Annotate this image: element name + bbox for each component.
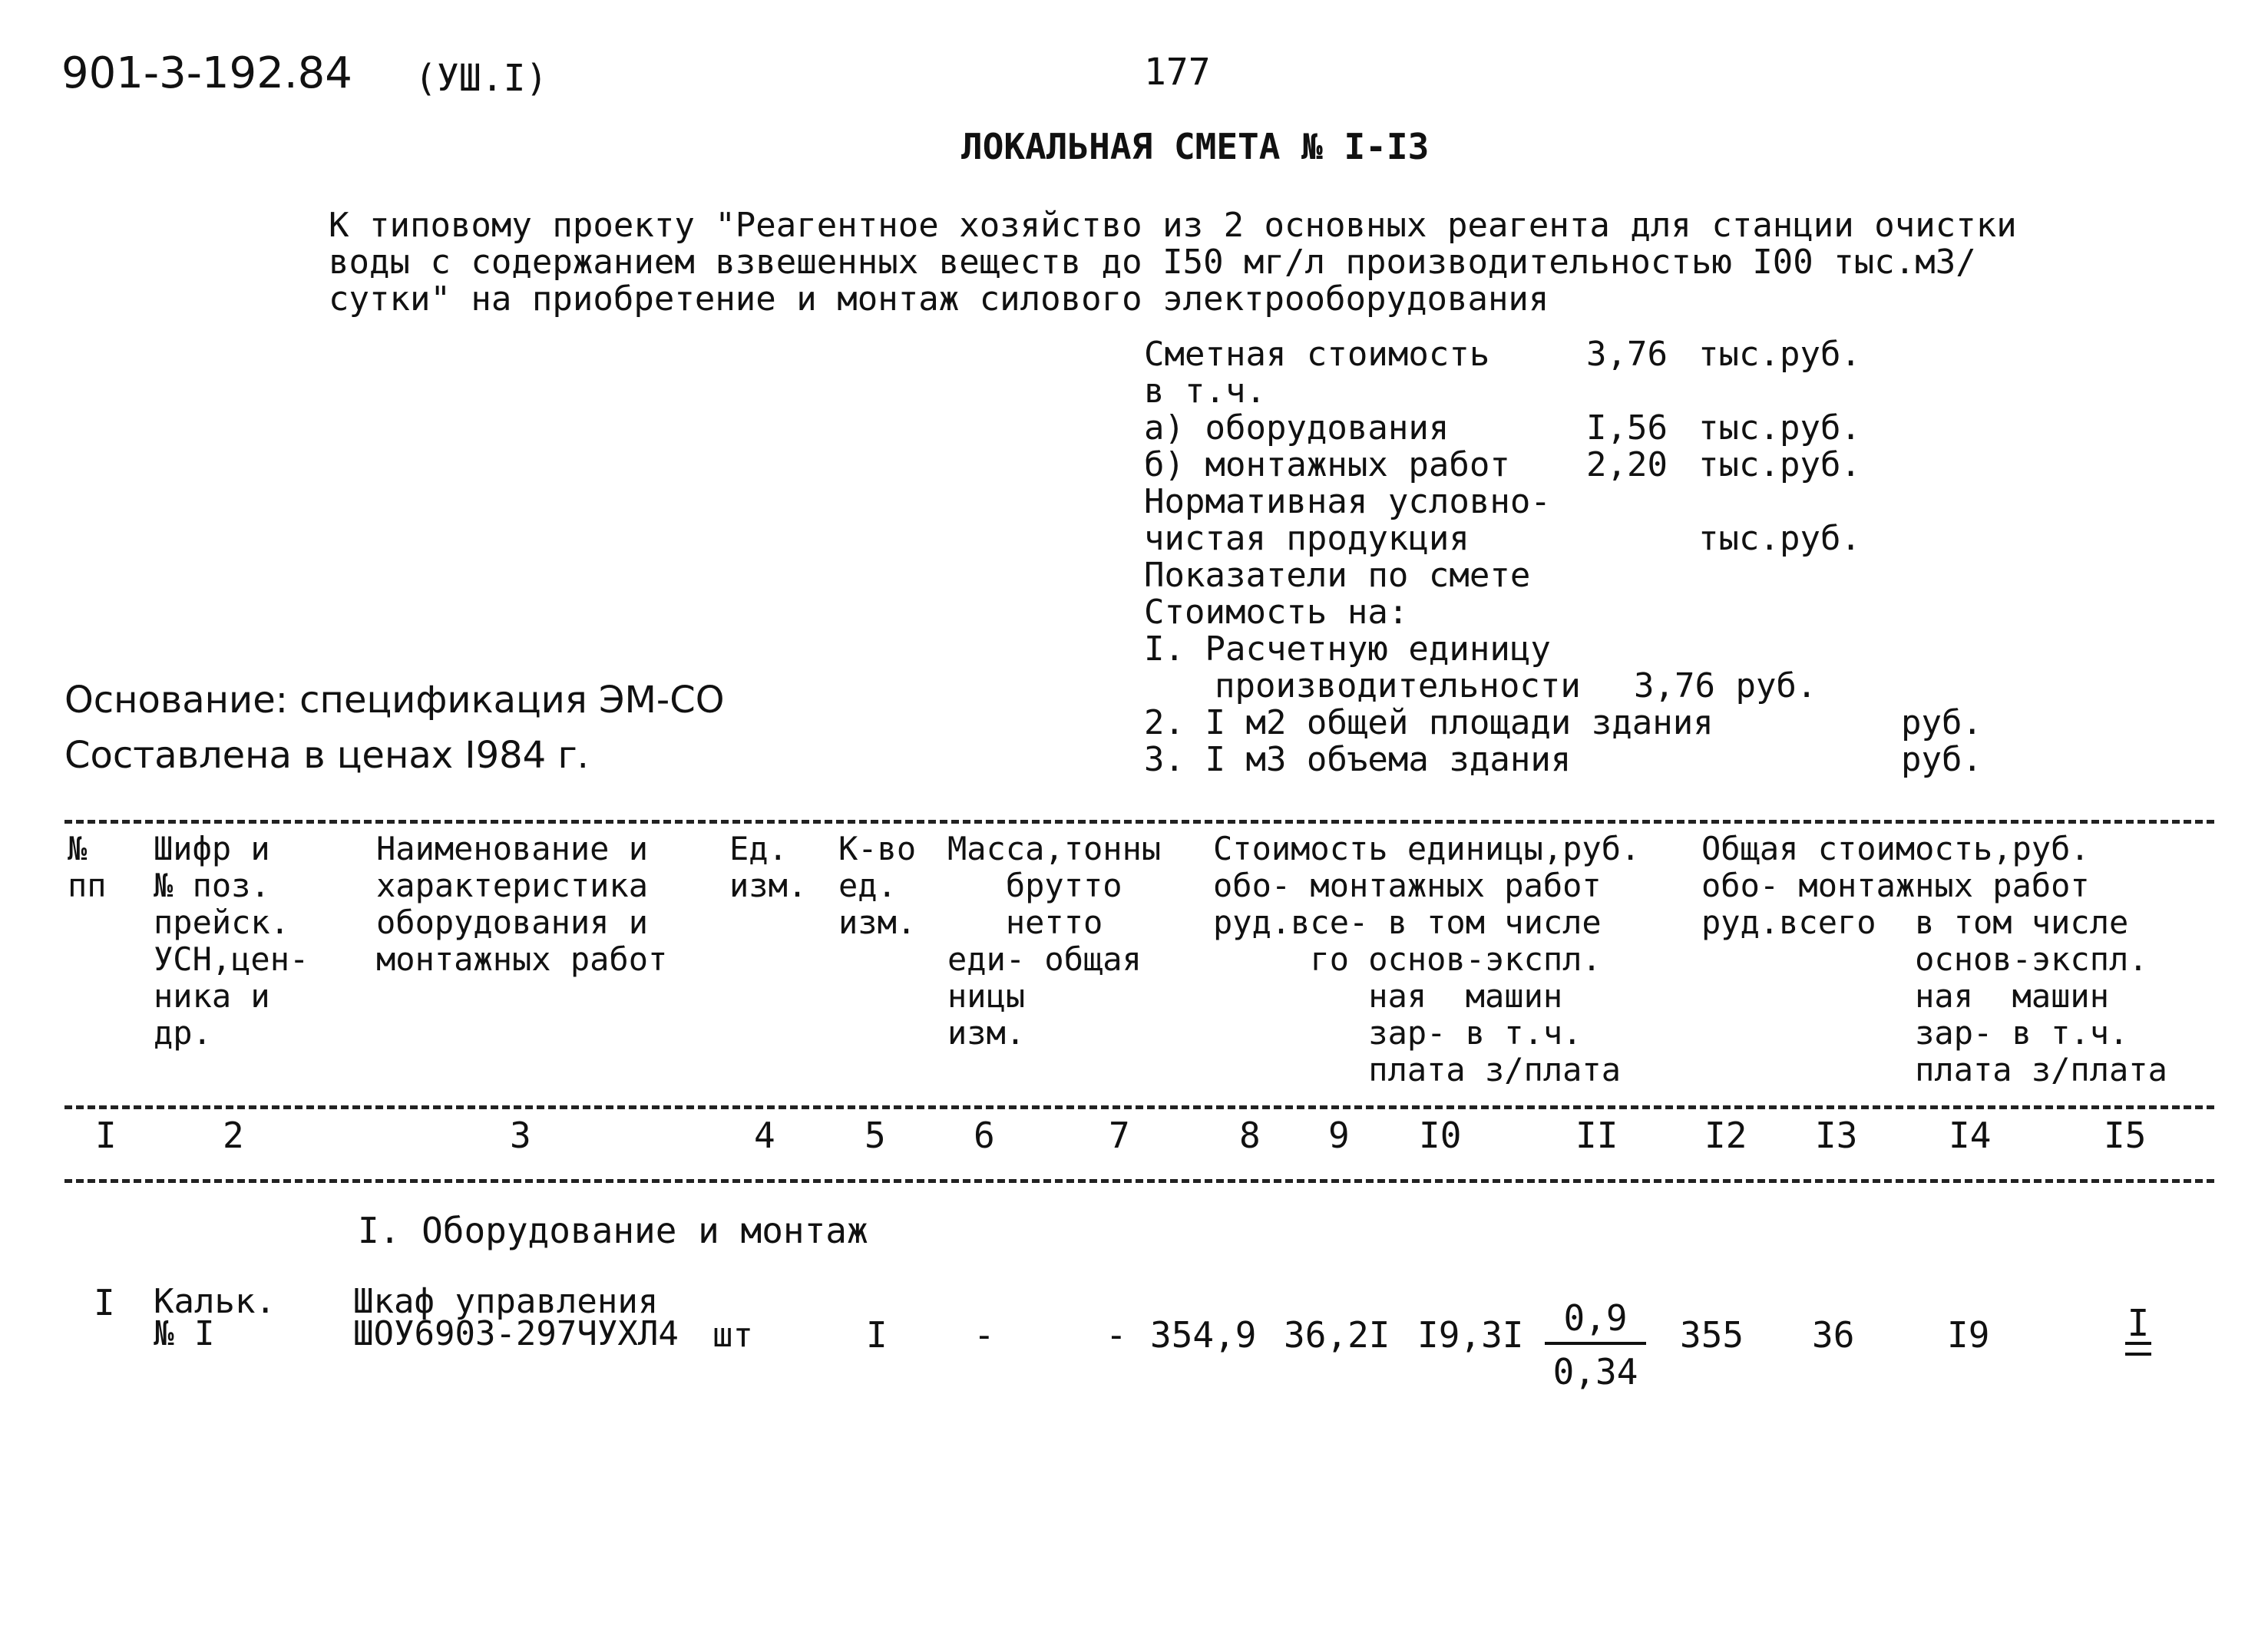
header-bottom-rule bbox=[64, 1105, 2214, 1109]
header-col-6-7: Масса,тонны брутто нетто еди- общая ницы изм. bbox=[947, 830, 1162, 1052]
row-machine-fraction bbox=[1545, 1297, 1646, 1392]
project-line-3: сутки" на приобретение и монтаж силового электрооборудования bbox=[329, 279, 1549, 319]
row-code-line-2: № I bbox=[154, 1314, 215, 1353]
header-col-1: № пп bbox=[68, 830, 107, 904]
row-total-machine-value: I bbox=[2125, 1305, 2151, 1345]
row-code-line-1: Кальк. bbox=[154, 1282, 276, 1321]
row-installation-unit-total: 36,2I bbox=[1284, 1314, 1390, 1356]
summary-cost-per-label: Стоимость на: bbox=[1144, 593, 1409, 632]
summary-item1-label-1: I. Расчетную единицу bbox=[1144, 629, 1551, 669]
header-col-8-11: Стоимость единицы,руб. обо- монтажных работ руд.все- в том числе го основ-экспл. ная машин зар- в т.ч. плата з/плата bbox=[1213, 830, 1641, 1089]
summary-cost-label: Сметная стоимость bbox=[1144, 335, 1490, 374]
row-total-machine bbox=[2125, 1302, 2151, 1356]
col-number-11: II bbox=[1575, 1115, 1618, 1156]
row-quantity: I bbox=[866, 1314, 888, 1356]
row-machine-value: 0,9 bbox=[1545, 1297, 1646, 1345]
summary-item3-unit: руб. bbox=[1901, 740, 1982, 779]
col-number-14: I4 bbox=[1949, 1115, 1992, 1156]
summary-equipment-label: а) оборудования bbox=[1144, 408, 1450, 448]
col-number-9: 9 bbox=[1328, 1115, 1350, 1156]
summary-cost-value: 3,76 bbox=[1586, 335, 1668, 374]
row-total-equipment: 355 bbox=[1680, 1314, 1744, 1356]
row-number: I bbox=[94, 1282, 115, 1323]
summary-normative-label-1: Нормативная условно- bbox=[1144, 482, 1551, 521]
summary-including: в т.ч. bbox=[1144, 372, 1266, 411]
col-number-4: 4 bbox=[754, 1115, 775, 1156]
col-number-15: I5 bbox=[2104, 1115, 2147, 1156]
row-mass-total: - bbox=[1106, 1314, 1127, 1356]
row-total-machine-underline bbox=[2125, 1353, 2151, 1356]
header-col-3: Наименование и характеристика оборудования и монтажных работ bbox=[376, 830, 668, 978]
summary-indicators-label: Показатели по смете bbox=[1144, 556, 1531, 595]
row-name-line-1: Шкаф управления bbox=[353, 1282, 659, 1321]
summary-item2-unit: руб. bbox=[1901, 703, 1982, 742]
row-total-base-salary: I9 bbox=[1947, 1314, 1990, 1356]
basis-line: Основание: спецификация ЭМ-СО bbox=[64, 679, 725, 722]
row-base-salary: I9,3I bbox=[1417, 1314, 1524, 1356]
summary-installation-label: б) монтажных работ bbox=[1144, 445, 1510, 484]
row-unit: шт bbox=[712, 1316, 753, 1355]
table-top-rule bbox=[64, 820, 2214, 824]
summary-item3-label: 3. I м3 объема здания bbox=[1144, 740, 1572, 779]
page-number: 177 bbox=[1144, 51, 1211, 94]
document-code: 901-3-192.84 bbox=[61, 48, 352, 98]
header-col-2: Шифр и № поз. прейск. УСН,цен- ника и др. bbox=[154, 830, 309, 1052]
col-number-13: I3 bbox=[1815, 1115, 1858, 1156]
col-number-8: 8 bbox=[1239, 1115, 1261, 1156]
project-line-1: К типовому проекту "Реагентное хозяйство из 2 основных реагента для станции очистки bbox=[329, 206, 2017, 245]
header-col-4: Ед. изм. bbox=[729, 830, 808, 904]
column-numbers-bottom-rule bbox=[64, 1179, 2214, 1183]
summary-installation-unit: тыс.руб. bbox=[1698, 445, 1861, 484]
summary-item2-label: 2. I м2 общей площади здания bbox=[1144, 703, 1714, 742]
document-title: ЛОКАЛЬНАЯ СМЕТА № I-I3 bbox=[961, 126, 1430, 167]
col-number-3: 3 bbox=[510, 1115, 531, 1156]
col-number-2: 2 bbox=[223, 1115, 244, 1156]
row-machine-salary: 0,34 bbox=[1552, 1351, 1638, 1392]
summary-item1-value: 3,76 руб. bbox=[1634, 666, 1817, 705]
project-line-2: воды с содержанием взвешенных веществ до I50 мг/л производительностью I00 тыс.м3/ bbox=[329, 243, 1976, 282]
col-number-7: 7 bbox=[1109, 1115, 1130, 1156]
section-title: I. Оборудование и монтаж bbox=[358, 1210, 868, 1251]
col-number-5: 5 bbox=[865, 1115, 886, 1156]
summary-cost-unit: тыс.руб. bbox=[1698, 335, 1861, 374]
summary-normative-label-2: чистая продукция bbox=[1144, 519, 1470, 558]
summary-equipment-value: I,56 bbox=[1586, 408, 1668, 448]
prices-line: Составлена в ценах I984 г. bbox=[64, 734, 589, 777]
row-total-installation: 36 bbox=[1812, 1314, 1855, 1356]
row-equipment-unit-cost: 354,9 bbox=[1150, 1314, 1257, 1356]
col-number-12: I2 bbox=[1704, 1115, 1747, 1156]
row-mass-unit: - bbox=[974, 1314, 995, 1356]
col-number-10: I0 bbox=[1419, 1115, 1462, 1156]
summary-item1-label-2: производительности bbox=[1215, 666, 1581, 705]
col-number-1: I bbox=[95, 1115, 117, 1156]
summary-equipment-unit: тыс.руб. bbox=[1698, 408, 1861, 448]
col-number-6: 6 bbox=[974, 1115, 995, 1156]
header-col-12-15: Общая стоимость,руб. обо- монтажных работ руд.всего в том числе основ-экспл. ная машин зар- в т.ч. плата з/плата bbox=[1701, 830, 2167, 1089]
header-col-5: К-во ед. изм. bbox=[838, 830, 917, 941]
summary-installation-value: 2,20 bbox=[1586, 445, 1668, 484]
summary-normative-unit: тыс.руб. bbox=[1698, 519, 1861, 558]
row-name-line-2: ШОУ6903-297ЧУХЛ4 bbox=[353, 1314, 679, 1353]
album-number: (УШ.I) bbox=[415, 57, 548, 100]
